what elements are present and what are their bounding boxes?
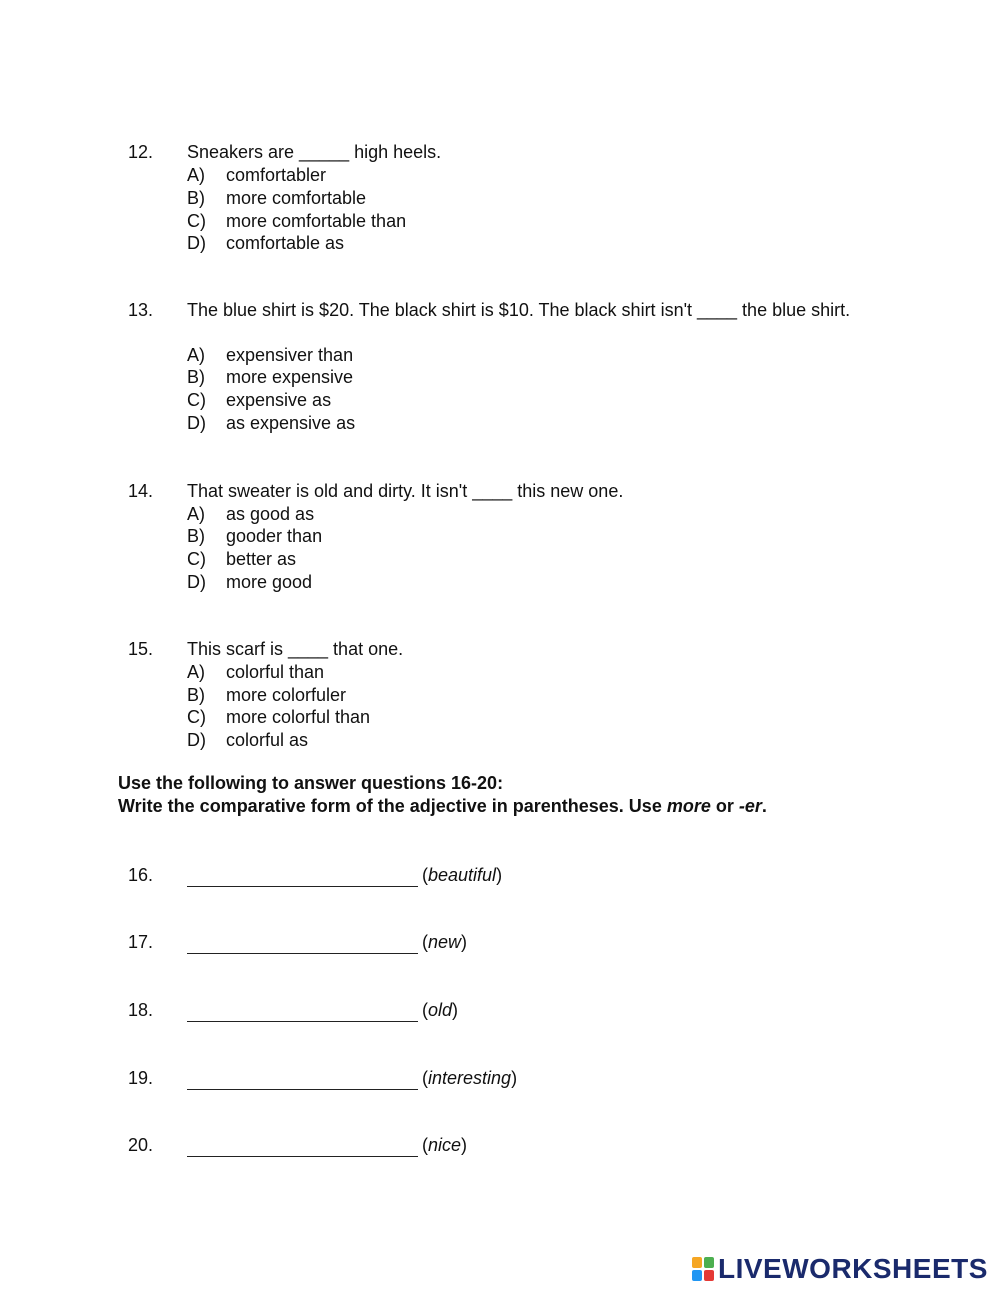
option-b[interactable]: B) more comfortable [187,188,367,208]
question-number: 15. [128,639,154,659]
option-d[interactable]: D) comfortable as [187,233,345,253]
question-number: 20. [128,1135,154,1155]
liveworksheets-logo [692,1255,988,1283]
option-d[interactable]: D) as expensive as [187,413,356,433]
logo-square-2 [704,1257,714,1268]
option-b[interactable]: B) gooder than [187,526,323,546]
option-a[interactable]: A) expensiver than [187,345,354,365]
answer-blank[interactable] [187,931,418,954]
question-stem: That sweater is old and dirty. It isn't ____ this new one. [187,481,624,501]
answer-blank[interactable] [187,1134,418,1157]
adjective-hint: (beautiful) [422,865,503,885]
option-a[interactable]: A) comfortabler [187,165,327,185]
option-d[interactable]: D) more good [187,572,313,592]
question-number: 13. [128,300,154,320]
answer-blank[interactable] [187,1067,418,1090]
adjective-hint: (new) [422,932,468,952]
option-c[interactable]: C) more colorful than [187,707,371,727]
option-d[interactable]: D) colorful as [187,730,309,750]
option-a[interactable]: A) as good as [187,504,315,524]
adjective-hint: (old) [422,1000,459,1020]
logo-square-1 [692,1257,702,1268]
option-c[interactable]: C) better as [187,549,297,569]
logo-square-3 [692,1270,702,1281]
adjective-hint: (nice) [422,1135,468,1155]
adjective-hint: (interesting) [422,1068,518,1088]
question-number: 18. [128,1000,154,1020]
liveworksheets-logo-icon [692,1257,714,1281]
answer-blank[interactable] [187,864,418,887]
option-b[interactable]: B) more expensive [187,367,354,387]
logo-square-4 [704,1270,714,1281]
question-stem: Sneakers are _____ high heels. [187,142,442,162]
option-a[interactable]: A) colorful than [187,662,325,682]
question-number: 19. [128,1068,154,1088]
question-number: 14. [128,481,154,501]
question-stem: The blue shirt is $20. The black shirt is $10. The black shirt isn't ____ the blue shirt. [187,300,851,320]
logo-text: LIVEWORKSHEETS [718,1253,988,1284]
question-number: 12. [128,142,154,162]
instructions-line-2: Write the comparative form of the adjective in parentheses. Use more or -er. [118,796,767,816]
option-c[interactable]: C) more comfortable than [187,211,407,231]
question-stem: This scarf is ____ that one. [187,639,404,659]
option-b[interactable]: B) more colorfuler [187,685,347,705]
question-number: 17. [128,932,154,952]
option-c[interactable]: C) expensive as [187,390,332,410]
answer-blank[interactable] [187,999,418,1022]
instructions-line-1: Use the following to answer questions 16-20: [118,773,504,793]
question-number: 16. [128,865,154,885]
